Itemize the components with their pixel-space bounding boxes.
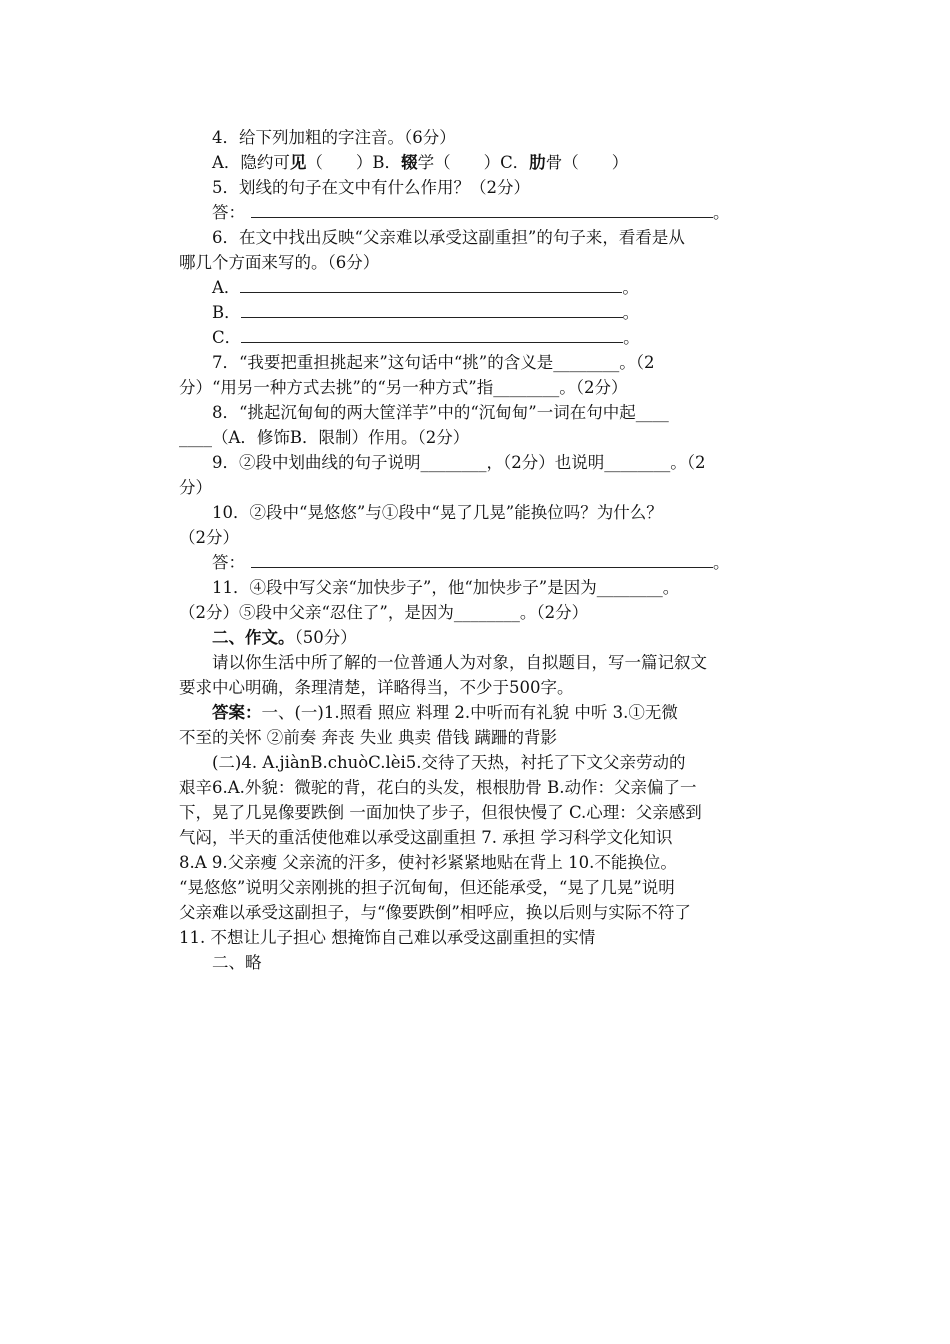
section-2-heading bbox=[212, 625, 812, 650]
q4-option-c-text: 学（ ）C． bbox=[417, 153, 530, 172]
question-11-line-1: 11．④段中写父亲“加快步子”，他“加快步子”是因为________。 bbox=[212, 578, 680, 597]
question-10-answer-line: 答： 。 bbox=[212, 550, 812, 575]
answer-blank bbox=[241, 325, 623, 343]
question-6-line-2: 哪几个方面来写的。（6分） bbox=[179, 253, 380, 272]
question-6-option-b: B． 。 bbox=[212, 300, 812, 325]
q4-option-c-post: 骨（ ） bbox=[545, 153, 629, 172]
q4-option-c-bold-char: 肋 bbox=[529, 153, 546, 172]
option-label: C． bbox=[212, 328, 242, 347]
answers-text: 一、(一)1.照看 照应 料理 2.中听而有礼貌 中听 3.①无微 bbox=[261, 703, 678, 722]
question-9-line-2: 分） bbox=[179, 478, 212, 497]
essay-prompt-line-2: 要求中心明确，条理清楚，详略得当，不少于500字。 bbox=[179, 678, 574, 697]
answer-label: 答： bbox=[212, 203, 245, 222]
answers-line-7: 8.A 9.父亲瘦 父亲流的汗多，使衬衫紧紧地贴在背上 10.不能换位。 bbox=[179, 853, 677, 872]
question-8-line-2: ____（A．修饰B．限制）作用。（2分） bbox=[179, 428, 470, 447]
question-7-line-2: 分）“用另一种方式去挑”的“另一种方式”指________。（2分） bbox=[179, 378, 628, 397]
answers-line-8: “晃悠悠”说明父亲刚挑的担子沉甸甸，但还能承受，“晃了几晃”说明 bbox=[179, 878, 675, 897]
section-2-title: 二、作文。 bbox=[212, 628, 295, 647]
q4-option-b-text: （ ）B． bbox=[306, 153, 402, 172]
q4-option-a-text: A．隐约可 bbox=[212, 153, 290, 172]
answers-label: 答案： bbox=[212, 703, 262, 722]
question-7-line-1: 7．“我要把重担挑起来”这句话中“挑”的含义是________。（2 bbox=[212, 353, 655, 372]
question-9-line-1: 9．②段中划曲线的句子说明________，（2分）也说明________。（2 bbox=[212, 453, 706, 472]
answers-line-1 bbox=[212, 700, 812, 725]
answers-line-5: 下，晃了几晃像要跌倒 一面加快了步子，但很快慢了 C.心理：父亲感到 bbox=[179, 803, 702, 822]
question-4-options bbox=[212, 150, 812, 175]
q4-option-b-bold-char: 辍 bbox=[401, 153, 418, 172]
answer-label: 答： bbox=[212, 553, 245, 572]
question-6-option-c: C． 。 bbox=[212, 325, 812, 350]
section-2-score: （50分） bbox=[294, 628, 357, 647]
question-6-option-a: A． 。 bbox=[212, 275, 812, 300]
question-6-line-1: 6．在文中找出反映“父亲难以承受这副重担”的句子来，看看是从 bbox=[212, 228, 685, 247]
answers-line-10: 11. 不想让儿子担心 想掩饰自己难以承受这副重担的实情 bbox=[179, 928, 596, 947]
question-4-title: 4．给下列加粗的字注音。（6分） bbox=[212, 128, 456, 147]
answer-blank bbox=[241, 300, 623, 318]
answers-line-9: 父亲难以承受这副担子，与“像要跌倒”相呼应，换以后则与实际不符了 bbox=[179, 903, 691, 922]
question-5-title: 5．划线的句子在文中有什么作用？（2分） bbox=[212, 178, 530, 197]
answers-line-4: 艰辛6.A.外貌：微驼的背，花白的头发，根根肋骨 B.动作：父亲偏了一 bbox=[179, 778, 697, 797]
answers-line-2: 不至的关怀 ②前奏 奔丧 失业 典卖 借钱 蹒跚的背影 bbox=[179, 728, 557, 747]
option-label: B． bbox=[212, 303, 241, 322]
answer-blank bbox=[251, 200, 713, 218]
answer-blank bbox=[251, 550, 713, 568]
answers-line-3: (二)4. A.jiànB.chuòC.lèi5.交待了天热，衬托了下文父亲劳动的 bbox=[212, 753, 686, 772]
answers-line-11: 二、略 bbox=[212, 953, 262, 972]
question-8-line-1: 8．“挑起沉甸甸的两大筐洋芋”中的“沉甸甸”一词在句中起____ bbox=[212, 403, 669, 422]
answer-blank bbox=[240, 275, 622, 293]
question-10-line-1: 10．②段中“晃悠悠”与①段中“晃了几晃”能换位吗？为什么？ bbox=[212, 503, 663, 522]
essay-prompt-line-1: 请以你生活中所了解的一位普通人为对象，自拟题目，写一篇记叙文 bbox=[212, 653, 707, 672]
question-10-line-2: （2分） bbox=[179, 528, 239, 547]
question-11-line-2: （2分）⑤段中父亲“忍住了”，是因为________。（2分） bbox=[179, 603, 589, 622]
q4-option-a-bold-char: 见 bbox=[289, 153, 307, 172]
option-label: A． bbox=[212, 278, 241, 297]
answers-line-6: 气闷，半天的重活使他难以承受这副重担 7. 承担 学习科学文化知识 bbox=[179, 828, 673, 847]
question-5-answer-line: 答： 。 bbox=[212, 200, 812, 225]
